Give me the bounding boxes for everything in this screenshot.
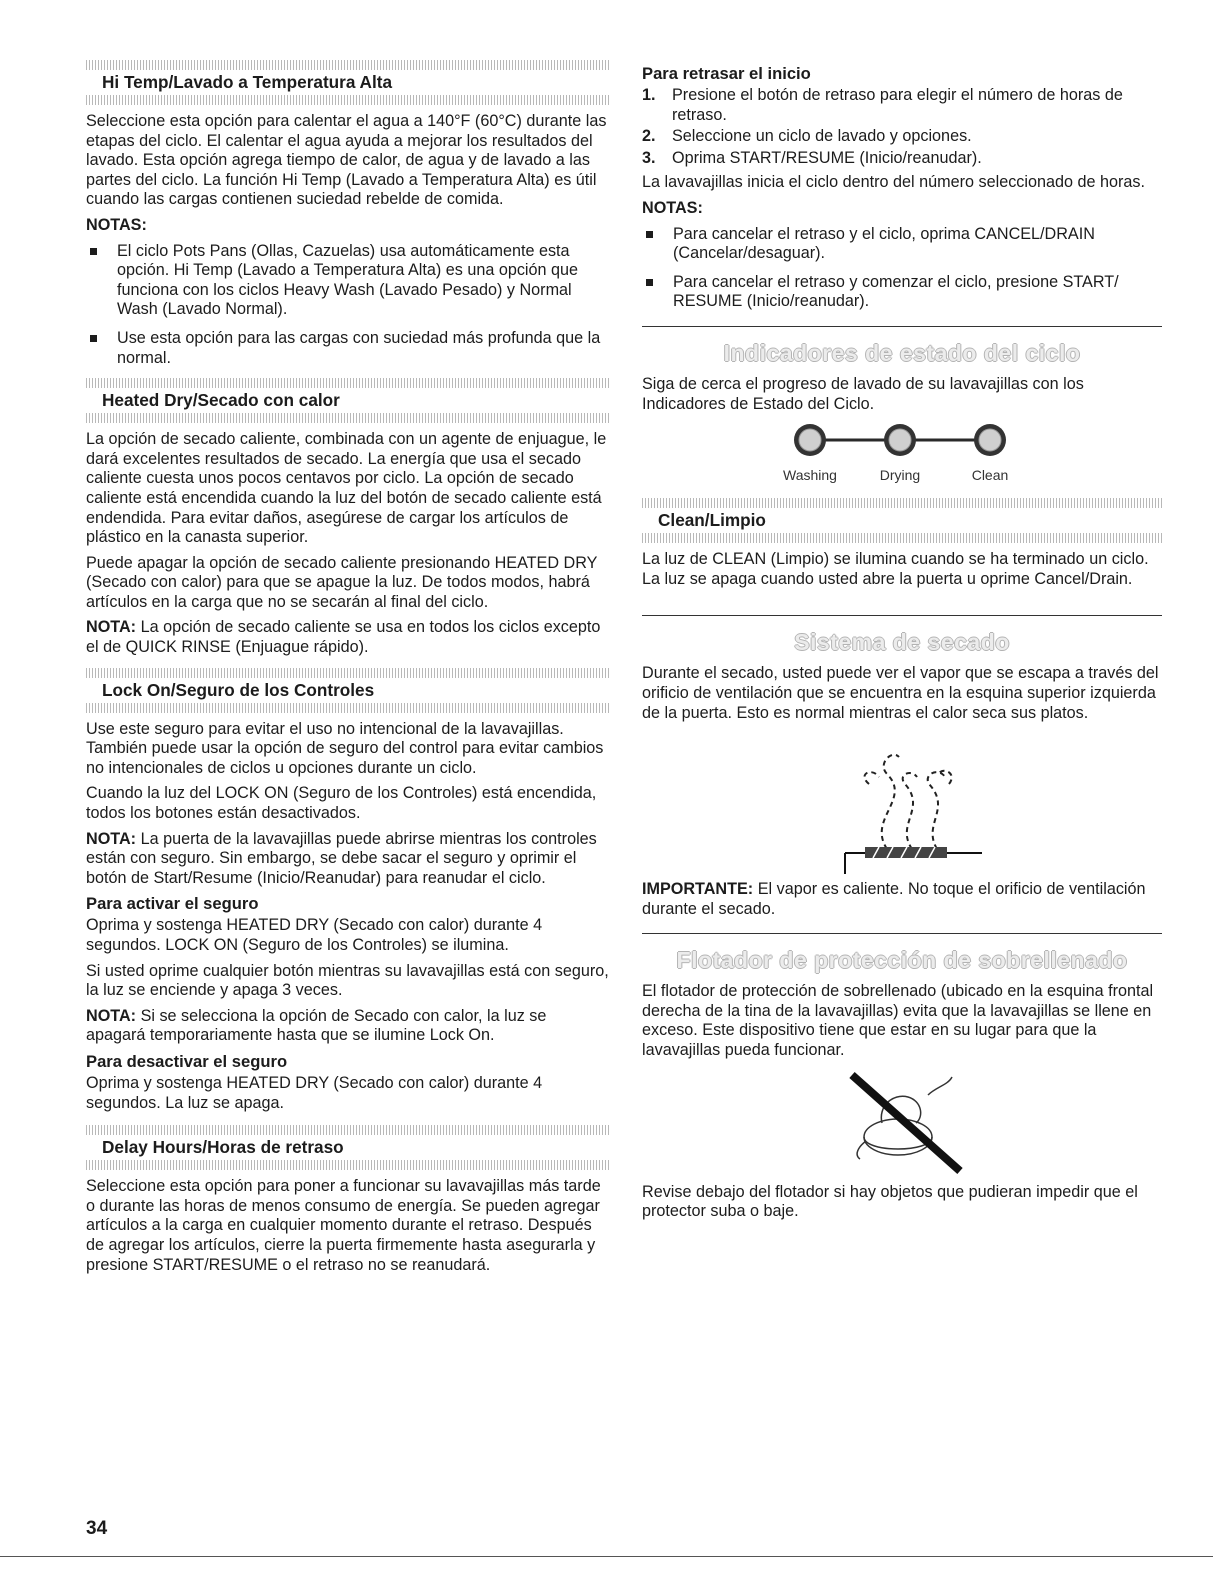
- section-divider: [642, 933, 1162, 934]
- drying-label: Drying: [879, 467, 921, 484]
- cycle-status-body: Siga de cerca el progreso de lavado de su lavavajillas con los Indicadores de Estado del Ciclo.: [642, 374, 1084, 413]
- note-label: NOTA:: [86, 829, 137, 848]
- section-header-delay-hours: [86, 1125, 610, 1170]
- activate-lock-title: Para activar el seguro: [86, 894, 259, 914]
- section-header-hi-temp: [86, 60, 610, 105]
- drying-important: [642, 880, 1162, 919]
- deactivate-lock-title: Para desactivar el seguro: [86, 1051, 288, 1071]
- notes-label: NOTAS:: [86, 215, 147, 234]
- note-label: NOTA:: [86, 618, 137, 637]
- lock-body-1: Use este seguro para evitar el uso no intencional de la lavavajillas. También puede usar la opción de seguro del control para evitar cambios no intencionales de ciclos u opciones durante un ciclo.: [86, 719, 604, 777]
- section-title: Lock On/Seguro de los Controles: [102, 679, 375, 700]
- steam-wisps: [864, 755, 951, 849]
- step-item: [642, 127, 1162, 147]
- step-number: 2.: [642, 127, 656, 146]
- hi-temp-body: Seleccione esta opción para calentar el agua a 140°F (60°C) durante las etapas del ciclo. El calentar el agua ayuda a mejorar los resultados del lavado. Esta opción agrega tiempo de calor, de agua y de lavado a las partes del ciclo. La función Hi Temp (Lavado a Temperatura Alta) es útil cuando las cargas contienen suciedad rebelde de comida.: [86, 112, 607, 209]
- note-item: El ciclo Pots Pans (Ollas, Cazuelas) usa automáticamente esta opción. Hi Temp (Lavado a Temperatura Alta) es una opción que funciona con los ciclos Heavy Wash (Lavado Pesado) y Normal Wash (Lavado Normal).: [86, 242, 610, 320]
- step-text: Seleccione un ciclo de lavado y opciones.: [672, 127, 972, 146]
- header-band: [86, 60, 610, 70]
- right-column: [642, 60, 1162, 1228]
- header-band: [86, 95, 610, 105]
- delay-start-title: Para retrasar el inicio: [642, 64, 811, 83]
- important-label: IMPORTANTE:: [642, 880, 754, 899]
- header-band: [642, 533, 1162, 543]
- drying-system-body: Durante el secado, usted puede ver el vapor que se escapa a través del orificio de ventilación que se encuentra en la esquina superior izquierda de la puerta. Esto es normal mientras el calor seca sus platos.: [642, 664, 1159, 722]
- note-text: La puerta de la lavavajillas puede abrirse mientras los controles están con seguro. Sin embargo, se debe sacar el seguro y oprimir el botón de Start/Resume (Inicio/Reanudar) para reanudar el ciclo.: [86, 829, 597, 887]
- step-item: [642, 149, 1162, 169]
- step-text: Presione el botón de retraso para elegir el número de horas de retraso.: [672, 86, 1123, 124]
- delay-hours-body: Seleccione esta opción para poner a funcionar su lavavajillas más tarde o durante las horas de menos consumo de energía. Se pueden agregar artículos a la carga en cualquier momento durante el retraso. Después de agregar los artículos, cierre la puerta firmemente hasta asegurarla y presione START/RESUME o el retraso no se reanudará.: [86, 1177, 601, 1274]
- section-title: Heated Dry/Secado con calor: [102, 390, 340, 411]
- cycle-status-title: Indicadores de estado del ciclo: [723, 339, 1081, 366]
- notes-label: NOTAS:: [642, 198, 703, 217]
- drying-system-title: Sistema de secado: [794, 629, 1010, 656]
- clean-indicator-lens: [979, 429, 1001, 451]
- washing-label: Washing: [783, 467, 837, 484]
- hi-temp-notes: [86, 242, 610, 369]
- important-text: El vapor es caliente. No toque el orificio de ventilación durante el secado.: [642, 880, 1146, 918]
- step-number: 3.: [642, 148, 656, 167]
- overfill-float-figure: [832, 1067, 972, 1177]
- prohibition-slash-icon: [852, 1075, 960, 1171]
- header-band: [86, 378, 610, 388]
- section-title: Delay Hours/Horas de retraso: [102, 1137, 344, 1158]
- delay-start-notes: [642, 225, 1162, 312]
- heated-dry-body-1: La opción de secado caliente, combinada con un agente de enjuague, le dará excelentes resultados de secado. La energía que usa el secado caliente cuesta unos pocos centavos por ciclo. La opción de secado caliente está encendida cuando la luz del botón de secado caliente está endendida. Para evitar daños, asegúrese de cargar los artículos de plástico en la canasta superior.: [86, 430, 607, 547]
- note-label: NOTA:: [86, 1006, 137, 1025]
- steam-vent-figure: [817, 729, 987, 874]
- header-band: [86, 413, 610, 423]
- header-band: [86, 1160, 610, 1170]
- overfill-float-body: El flotador de protección de sobrellenado (ubicado en la esquina frontal derecha de la tina de la lavavajillas) evita que la lavavajillas se llene en exceso. Este dispositivo tiene que estar en su lugar para que la lavavajillas pueda funcionar.: [642, 982, 1154, 1060]
- header-band: [642, 498, 1162, 508]
- header-band: [86, 703, 610, 713]
- note-item: Para cancelar el retraso y el ciclo, oprima CANCEL/DRAIN (Cancelar/desaguar).: [642, 225, 1162, 264]
- delay-start-steps: [642, 86, 1162, 168]
- section-divider: [642, 615, 1162, 616]
- clean-label: Clean: [971, 467, 1009, 484]
- section-header-clean: [642, 498, 1162, 543]
- activate-lock-body-2: Si usted oprime cualquier botón mientras su lavavajillas está con seguro, la luz se enciende y apaga 3 veces.: [86, 961, 609, 1000]
- heated-dry-note: [86, 618, 610, 657]
- section-divider: [642, 326, 1162, 327]
- clean-body: La luz de CLEAN (Limpio) se ilumina cuando se ha terminado un ciclo. La luz se apaga cuando usted abre la puerta u oprime Cancel/Drain.: [642, 550, 1149, 588]
- footer-rule: [0, 1556, 1213, 1557]
- cycle-status-indicators-figure: [772, 420, 1032, 484]
- left-column: [86, 60, 610, 1281]
- step-item: [642, 86, 1162, 125]
- header-band: [86, 668, 610, 678]
- drying-indicator-lens: [889, 429, 911, 451]
- section-header-heated-dry: [86, 378, 610, 423]
- heated-dry-body-2: Puede apagar la opción de secado caliente presionando HEATED DRY (Secado con calor) para que se apague la luz. De todos modos, habrá artículos en la carga que no se secarán al final del ciclo.: [86, 553, 598, 611]
- overfill-float-title: Flotador de protección de sobrellenado: [676, 947, 1128, 974]
- lock-body-2: Cuando la luz del LOCK ON (Seguro de los Controles) está encendida, todos los botones están desactivados.: [86, 784, 597, 823]
- step-text: Oprima START/RESUME (Inicio/reanudar).: [672, 148, 982, 167]
- section-header-lock-on: [86, 668, 610, 713]
- note-text: Si se selecciona la opción de Secado con calor, la luz se apagará temporariamente hasta que se ilumine Lock On.: [86, 1006, 547, 1045]
- section-title: Hi Temp/Lavado a Temperatura Alta: [102, 72, 393, 92]
- header-band: [86, 1125, 610, 1135]
- section-title: Clean/Limpio: [658, 510, 766, 531]
- overfill-float-after: Revise debajo del flotador si hay objetos que pudieran impedir que el protector suba o baje.: [642, 1182, 1138, 1221]
- note-text: La opción de secado caliente se usa en todos los ciclos excepto el de QUICK RINSE (Enjuague rápido).: [86, 618, 601, 657]
- note-item: Para cancelar el retraso y comenzar el ciclo, presione START/ RESUME (Inicio/reanudar).: [642, 273, 1162, 312]
- page-number: 34: [86, 1518, 108, 1539]
- lock-note-1: [86, 830, 610, 889]
- delay-start-after: La lavavajillas inicia el ciclo dentro del número seleccionado de horas.: [642, 173, 1145, 192]
- deactivate-lock-body: Oprima y sostenga HEATED DRY (Secado con calor) durante 4 segundos. La luz se apaga.: [86, 1073, 543, 1112]
- note-item: Use esta opción para las cargas con suciedad más profunda que la normal.: [86, 329, 610, 368]
- lock-note-2: [86, 1007, 610, 1046]
- washing-indicator-lens: [799, 429, 821, 451]
- step-number: 1.: [642, 86, 656, 104]
- activate-lock-body-1: Oprima y sostenga HEATED DRY (Secado con calor) durante 4 segundos. LOCK ON (Seguro de los Controles) se ilumina.: [86, 916, 543, 954]
